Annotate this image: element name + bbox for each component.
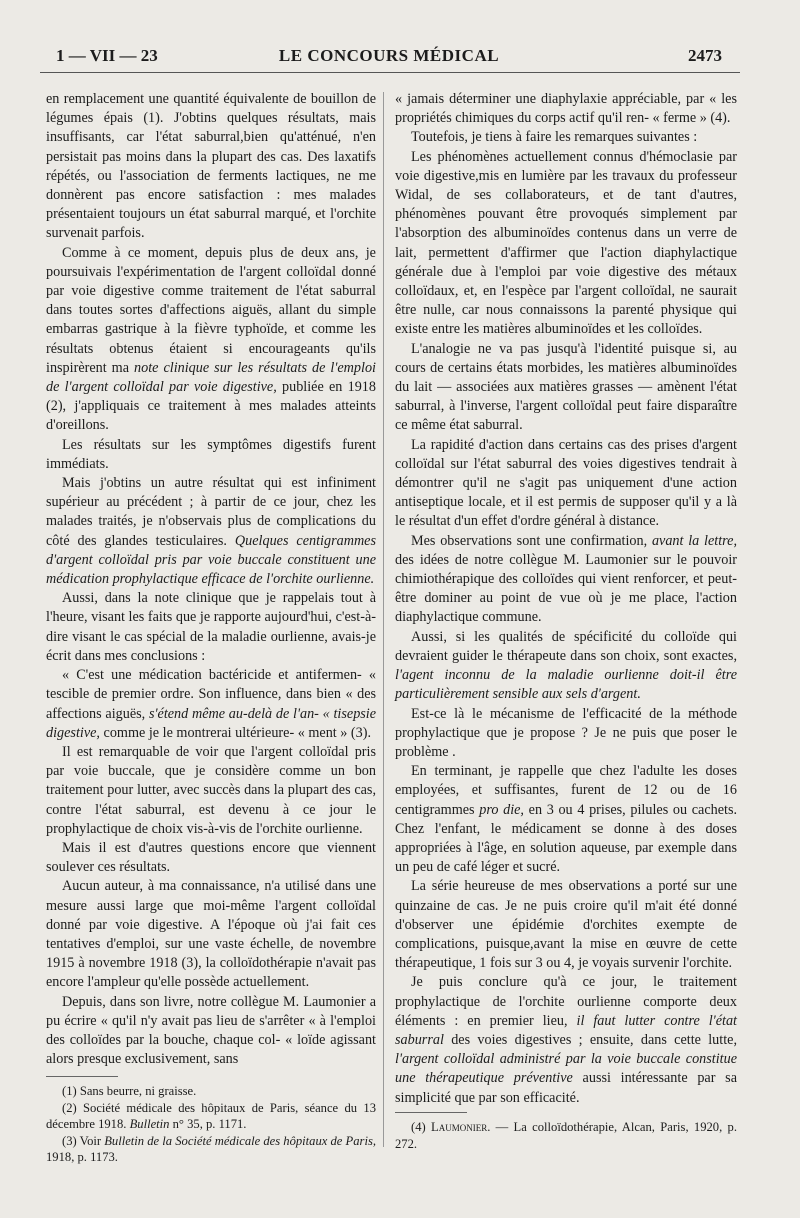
paragraph: Aucun auteur, à ma connaissance, n'a utilisé dans une mesure aussi large que moi-même l'argent colloïdal donné par voie digestive. A l'époque où j'ai fait ces tentatives d'emploi, sur une vaste échelle, de novembre 1915 à novembre 1918 (3), la colloïdothérapie n'avait pas encore l'ampleur qu'elle possède actuellement.: [46, 878, 376, 991]
footnotes-right: [395, 1112, 737, 1152]
paragraph: L'analogie ne va pas jusqu'à l'identité puisque si, au cours de certains états morbides, les matières albuminoïdes du lait — associées aux matières grasses — amènent l'état saburral, à l'inverse, l'argent colloïdal peut faire disparaître ce même état saburral.: [395, 340, 737, 434]
paragraph: En terminant, je rappelle que chez l'adulte les doses employées, et suffisantes, furent de 12 ou de 16 centigrammes pro die, en 3 ou 4 prises, pilules ou cachets. Chez l'enfant, le médicament se donne à des doses appropriées à l'âge, en solution aqueuse, par exemple dans un peu de café léger et sucré.: [395, 763, 738, 876]
footnote: (3) Voir Bulletin de la Société médicale des hôpitaux de Paris, 1918, p. 1173.: [46, 1133, 376, 1164]
column-divider: [383, 92, 384, 1147]
paragraph: Je puis conclure qu'à ce jour, le traitement prophylactique de l'orchite ourlienne comporte deux éléments : en premier lieu, il faut lutter contre l'état saburral des voies digestives ; ensuite, dans cette lutte, l'argent colloïdal administré par la voie buccale constitue une thérapeutique préventive aussi intéressante par sa simplicité que par son efficacité.: [395, 974, 738, 1106]
paragraph: Est-ce là le mécanisme de l'efficacité de la méthode prophylactique que je propose ? Je ne puis que poser le problème .: [395, 705, 737, 760]
footnote-rule: [46, 1076, 118, 1077]
paragraph: « jamais déterminer une diaphylaxie appréciable, par « les propriétés chimiques du corps actif qu'il ren- « ferme » (4).: [395, 91, 737, 127]
paragraph: Aussi, si les qualités de spécificité du colloïde qui devraient guider le thérapeute dans son choix, sont exactes, l'agent inconnu de la maladie ourlienne doit-il être particulièrement sensible aux sels d'argent.: [395, 628, 737, 703]
page-number: 2473: [688, 46, 722, 65]
footnote-rule: [395, 1112, 467, 1113]
paragraph: Mes observations sont une confirmation, avant la lettre, des idées de notre collègue M. Laumonier sur le pouvoir chimiothérapique des colloïdes qui vient renforcer, et peut-être dominer au point de vue où je me place, l'action diaphylactique commune.: [395, 532, 737, 626]
footnote: (4) Laumonier. — La colloïdothérapie, Alcan, Paris, 1920, p. 272.: [395, 1120, 737, 1151]
paragraph: Les phénomènes actuellement connus d'hémoclasie par voie digestive,mis en lumière par les travaux du professeur Widal, de ses collaborateurs, et de tant d'autres, phénomènes pouvant être provoqués simplement par l'absorption des albuminoïdes contenus dans un verre de lait, permettent d'affirmer que l'action diaphylactique générale due à l'emploi par voie digestive des métaux colloïdaux, et, en l'espèce par l'argent colloïdal, ne saurait être nulle, car nous connaissons la parenté physique qui existe entre les matières albuminoïdes et les colloïdes.: [395, 148, 737, 338]
right-column: [395, 90, 737, 1108]
quotation: « C'est une médication bactéricide et antifermen- « tescible de premier ordre. Son influence, dans bien « des affections aiguës, s'étend même au-delà de l'an- « tisepsie digestive, comme je le montrerai ultérieure- « ment » (3).: [46, 667, 377, 741]
header-rule: [40, 72, 740, 73]
paragraph: Comme à ce moment, depuis plus de deux ans, je poursuivais l'expérimentation de l'argent colloïdal donné par voie digestive comme traitement de l'état saburral dans toutes sortes d'affections aiguës, allant du simple embarras gastrique à la fièvre typhoïde, et comme les résultats obtenus étaient si encourageants qu'ils inspirèrent ma note clinique sur les résultats de l'emploi de l'argent colloïdal par voie digestive, publiée en 1918 (2), j'appliquais ce traitement à mes malades atteints d'oreillons.: [46, 244, 376, 434]
paragraph: Depuis, dans son livre, notre collègue M. Laumonier a pu écrire « qu'il n'y avait pas lieu de s'arrêter « à l'emploi des colloïdes par la bouche, chaque col- « loïde agissant alors presque exclusivement, sans: [46, 993, 376, 1068]
paragraph: Mais j'obtins un autre résultat qui est infiniment supérieur au précédent ; à partir de ce jour, chez les malades traités, je n'observais plus de complications du côté des glandes testiculaires. Quelques centigrammes d'argent colloïdal pris par voie buccale constituent une médication prophylactique efficace de l'orchite ourlienne.: [46, 475, 377, 588]
footnote: (2) Société médicale des hôpitaux de Paris, séance du 13 décembre 1918. Bulletin n° 35, p. 1171.: [46, 1100, 376, 1131]
paragraph: La série heureuse de mes observations a porté sur une quinzaine de cas. Je ne puis croire qu'il m'ait été donné d'observer une épidémie d'orchites exempte de complications, puisque,avant la mise en œuvre de cette thérapeutique, 1 fois sur 3 ou 4, je voyais survenir l'orchite.: [395, 878, 737, 972]
paragraph: Toutefois, je tiens à faire les remarques suivantes :: [411, 129, 698, 146]
footnotes-left: [46, 1076, 376, 1166]
paragraph: en remplacement une quantité équivalente de bouillon de légumes épais (1). J'obtins quelques résultats, mais insuffisants, car l'état saburral,bien qu'atténué, n'en persistait pas moins dans la plupart des cas. Des laxatifs répétés, ou l'association de ferments lactiques, ne me donnèrent pas encore satisfaction : mes malades présentaient toujours un état saburral marqué, et l'orchite survenait parfois.: [46, 91, 376, 242]
page-header: [56, 46, 722, 68]
left-column: [46, 90, 376, 1069]
paragraph: Il est remarquable de voir que l'argent colloïdal pris par voie buccale, que je considère comme un bon traitement pour lutter, avec succès dans la plupart des cas, contre l'état saburral, est devenu à ce jour le prophylactique de choix vis-à-vis de l'orchite ourlienne.: [46, 743, 376, 837]
footnote: (1) Sans beurre, ni graisse.: [62, 1084, 197, 1098]
paragraph: Aussi, dans la note clinique que je rappelais tout à l'heure, visant les faits que je rapporte aujourd'hui, c'est-à-dire visant le cas spécial de la maladie ourlienne, avais-je écrit dans mes conclusions :: [46, 590, 376, 664]
paragraph: La rapidité d'action dans certains cas des prises d'argent colloïdal sur l'état saburral des voies digestives tendrait à démontrer qu'il ne s'agit pas uniquement d'une action antiseptique locale, et il est permis de supposer qu'il y a là le résultat d'un effet d'ordre général à distance.: [395, 436, 737, 530]
paragraph: Les résultats sur les symptômes digestifs furent immédiats.: [46, 436, 376, 472]
issue-reference: 1 — VII — 23: [56, 46, 158, 65]
paragraph: Mais il est d'autres questions encore que viennent soulever ces résultats.: [46, 839, 376, 876]
journal-title: LE CONCOURS MÉDICAL: [278, 46, 500, 65]
